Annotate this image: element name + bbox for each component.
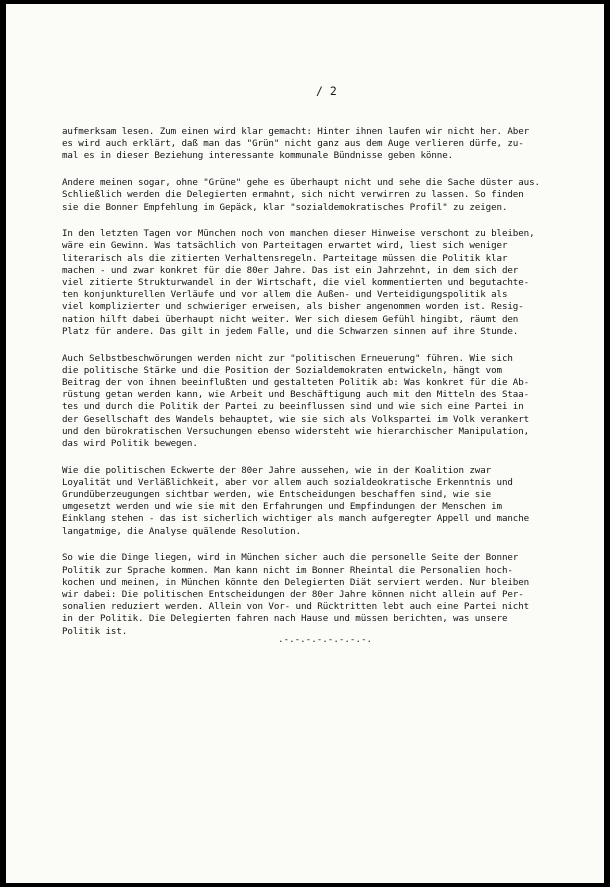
text-line: nation hilft dabei überhaupt nicht weiter. Wer sich diesem Gefühl hingibt, räumt den bbox=[62, 313, 519, 325]
text-line: Wie die politischen Eckwerte der 80er Jahre aussehen, wie in der Koalition zwar bbox=[62, 464, 492, 476]
closing-mark: .-.-.-.-.-.-.-.-. bbox=[278, 634, 373, 645]
text-line: wir dabei: Die politischen Entscheidungen der 80er Jahre können nicht allein auf Per- bbox=[62, 589, 524, 600]
text-line: Schließlich werden die Delegierten ermahnt, sich nicht verwirren zu lassen. So finden bbox=[62, 189, 524, 201]
text-line: Auch Selbstbeschwörungen werden nicht zur "politischen Erneuerung" führen. Wie sich bbox=[62, 352, 513, 364]
text-line: viel komplizierter und schwieriger erweisen, als bisher angenommen worden ist. Resig- bbox=[62, 301, 524, 313]
paragraph bbox=[62, 228, 562, 338]
paragraph bbox=[62, 353, 562, 451]
text-line: der Gesellschaft des Wandels behauptet, wie sie sich als Volkspartei im Volk verankert bbox=[62, 413, 530, 425]
text-line: aufmerksam lesen. Zum einen wird klar gemacht: Hinter ihnen laufen wir nicht her. Aber bbox=[62, 126, 530, 137]
text-line: Beitrag der von ihnen beeinflußten und gestalteten Politik ab: Was konkret für die Ab- bbox=[62, 376, 530, 388]
text-line: tes und durch die Politik der Partei zu beeinflussen sind und wie sich eine Partei in bbox=[62, 401, 524, 413]
text-line: So wie die Dinge liegen, wird in München sicher auch die personelle Seite der Bonner bbox=[62, 552, 519, 564]
text-line: Einklang stehen - das ist sicherlich wichtiger als manch aufgeregter Appell und manche bbox=[62, 513, 530, 525]
text-line: sie die Bonner Empfehlung im Gepäck, klar "sozialdemokratisches Profil" zu zeigen. bbox=[62, 201, 508, 213]
text-line: viel zitierte Strukturwandel in der Wirtschaft, die viel kommentierten und begutachte- bbox=[62, 277, 530, 289]
text-line: Grundüberzeugungen sichtbar werden, wie Entscheidungen beschaffen sind, wie sie bbox=[62, 489, 492, 501]
paragraph bbox=[62, 552, 562, 637]
text-line: das wird Politik bewegen. bbox=[62, 437, 198, 449]
text-line: Loyalität und Verläßlichkeit, aber vor allem auch sozialdeokratische Erkenntnis und bbox=[62, 476, 513, 488]
paragraph bbox=[62, 465, 562, 538]
paragraph bbox=[62, 126, 562, 163]
text-line: machen - und zwar konkret für die 80er Jahre. Das ist ein Jahrzehnt, in dem sich der bbox=[62, 264, 519, 276]
document-page bbox=[6, 4, 604, 883]
document-body bbox=[62, 126, 562, 652]
text-line: rüstung getan werden kann, wie Arbeit und Beschäftigung auch mit den Mitteln des Staa- bbox=[62, 389, 530, 401]
text-line: umgesetzt werden und wie sie mit den Erfahrungen und Empfindungen der Menschen im bbox=[62, 501, 502, 513]
text-line: Politik ist. bbox=[62, 625, 128, 637]
text-line: die politische Stärke und die Position der Sozialdemokraten entwickeln, hängt vom bbox=[62, 364, 502, 376]
text-line: Platz für andere. Das gilt in jedem Falle, und die Schwarzen sinnen auf ihre Stunde. bbox=[62, 325, 519, 337]
text-line: und den bürokratischen Versuchungen ebenso widersteht wie hierarchischer Manipulation, bbox=[62, 425, 530, 437]
text-line: In den letzten Tagen vor München noch von manchen dieser Hinweise verschont zu bleiben, bbox=[62, 228, 535, 240]
text-line: Andere meinen sogar, ohne "Grüne" gehe es überhaupt nicht und sehe die Sache düster aus. bbox=[62, 177, 540, 189]
paragraph bbox=[62, 177, 562, 214]
text-line: literarisch als die zitierten Verhaltensregeln. Parteitage müssen die Politik klar bbox=[62, 252, 508, 264]
text-line: mal es in dieser Beziehung interessante kommunale Bündnisse geben könne. bbox=[62, 150, 454, 162]
page-number: / 2 bbox=[316, 84, 337, 98]
text-line: sonalien reduziert werden. Allein von Vor- und Rücktritten lebt auch eine Partei nicht bbox=[62, 601, 530, 613]
text-line: ten konjunkturellen Verläufe und vor allem die Außen- und Verteidigungspolitik als bbox=[62, 289, 508, 301]
text-line: wäre ein Gewinn. Was tatsächlich von Parteitagen erwartet wird, liest sich weniger bbox=[62, 240, 508, 252]
text-line: Politik zur Sprache kommen. Man kann nicht im Bonner Rheintal die Personalien hoch- bbox=[62, 564, 513, 576]
text-line: es wird auch erklärt, daß man das "Grün" nicht ganz aus dem Auge verlieren dürfe, zu- bbox=[62, 138, 524, 150]
text-line: langatmige, die Analyse quälende Resolution. bbox=[62, 525, 301, 537]
text-line: in der Politik. Die Delegierten fahren nach Hause und müssen berichten, was unsere bbox=[62, 613, 508, 625]
text-line: kochen und meinen, in München könnte den Delegierten Diät serviert werden. Nur bleiben bbox=[62, 576, 530, 588]
